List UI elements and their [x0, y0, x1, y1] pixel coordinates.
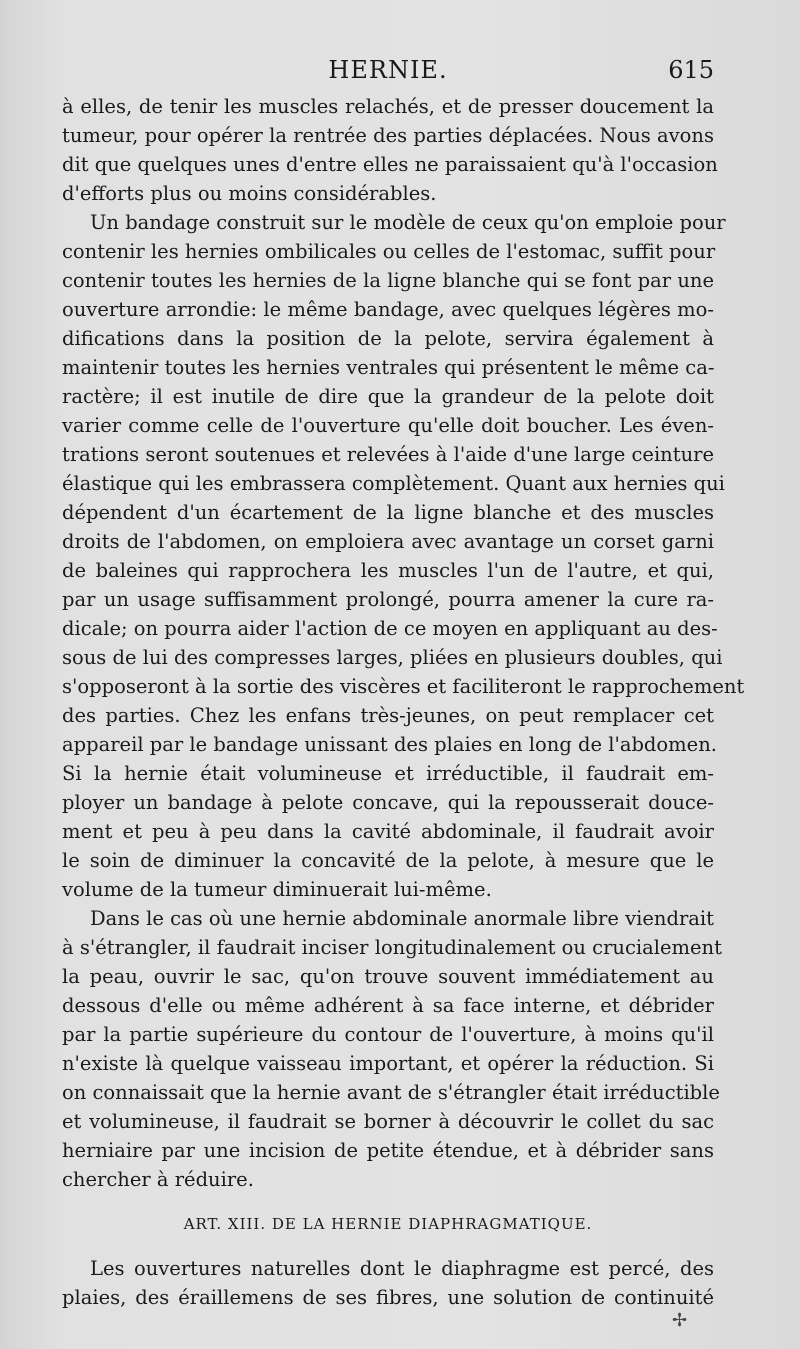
text-line: ployer un bandage à pelote concave, qui la repousserait douce- — [62, 791, 714, 814]
text-line: maintenir toutes les hernies ventrales qui présentent le même ca- — [62, 356, 715, 379]
running-title: HERNIE. — [328, 56, 448, 84]
text-line: dit que quelques unes d'entre elles ne paraissaient qu'à l'occasion — [62, 153, 718, 176]
text-line: par la partie supérieure du contour de l'ouverture, à moins qu'il — [62, 1023, 714, 1046]
text-line: contenir toutes les hernies de la ligne blanche qui se font par une — [62, 269, 714, 292]
paragraph-4 — [62, 1254, 714, 1312]
text-line: volume de la tumeur diminuerait lui-même. — [62, 878, 492, 901]
text-line: élastique qui les embrassera complètement. Quant aux hernies qui — [62, 472, 725, 495]
page-number: 615 — [668, 56, 714, 84]
text-line: Si la hernie était volumineuse et irréductible, il faudrait em- — [62, 762, 714, 785]
text-line: chercher à réduire. — [62, 1168, 254, 1191]
paragraph-1 — [62, 92, 718, 208]
section-heading: ART. XIII. DE LA HERNIE DIAPHRAGMATIQUE. — [183, 1215, 593, 1233]
text-line: à s'étrangler, il faudrait inciser longitudinalement ou crucialement — [62, 936, 722, 959]
text-line: appareil par le bandage unissant des plaies en long de l'abdomen. — [62, 733, 717, 756]
text-line: des parties. Chez les enfans très-jeunes, on peut remplacer cet — [62, 704, 714, 727]
text-line: et volumineuse, il faudrait se borner à découvrir le collet du sac — [62, 1110, 714, 1133]
text-line: la peau, ouvrir le sac, qu'on trouve souvent immédiatement au — [62, 965, 714, 988]
text-line: d'efforts plus ou moins considérables. — [62, 182, 437, 205]
printer-mark-icon: ✢ — [672, 1310, 688, 1331]
text-line: de baleines qui rapprochera les muscles l'un de l'autre, et qui, — [62, 559, 714, 582]
text-line: s'opposeront à la sortie des viscères et faciliteront le rapprochement — [62, 675, 745, 698]
text-line: ment et peu à peu dans la cavité abdominale, il faudrait avoir — [62, 820, 714, 843]
text-line: par un usage suffisamment prolongé, pourra amener la cure ra- — [62, 588, 714, 611]
text-line: droits de l'abdomen, on emploiera avec avantage un corset garni — [62, 530, 714, 553]
text-line: Un bandage construit sur le modèle de ceux qu'on emploie pour — [90, 211, 726, 234]
text-line: contenir les hernies ombilicales ou celles de l'estomac, suffit pour — [62, 240, 716, 263]
text-line: Dans le cas où une hernie abdominale anormale libre viendrait — [90, 907, 714, 930]
text-line: dépendent d'un écartement de la ligne blanche et des muscles — [62, 501, 714, 524]
text-line: ractère; il est inutile de dire que la grandeur de la pelote doit — [62, 385, 714, 408]
text-line: varier comme celle de l'ouverture qu'elle doit boucher. Les éven- — [62, 414, 714, 437]
text-line: tumeur, pour opérer la rentrée des parties déplacées. Nous avons — [62, 124, 714, 147]
text-line: difications dans la position de la pelote, servira également à — [62, 327, 714, 350]
text-line: herniaire par une incision de petite étendue, et à débrider sans — [62, 1139, 714, 1162]
running-head — [62, 56, 714, 90]
text-line: dessous d'elle ou même adhérent à sa face interne, et débrider — [62, 994, 714, 1017]
text-line: plaies, des éraillemens de ses fibres, une solution de continuité — [62, 1286, 714, 1309]
paragraph-2 — [62, 208, 745, 904]
paragraph-3 — [62, 904, 722, 1194]
text-line: sous de lui des compresses larges, pliées en plusieurs doubles, qui — [62, 646, 723, 669]
text-line: Les ouvertures naturelles dont le diaphragme est percé, des — [90, 1257, 714, 1280]
text-line: dicale; on pourra aider l'action de ce moyen en appliquant au des- — [62, 617, 718, 640]
text-line: ouverture arrondie: le même bandage, avec quelques légères mo- — [62, 298, 714, 321]
text-line: à elles, de tenir les muscles relachés, et de presser doucement la — [62, 95, 714, 118]
text-line: n'existe là quelque vaisseau important, et opérer la réduction. Si — [62, 1052, 714, 1075]
body-text — [62, 92, 745, 1312]
text-line: trations seront soutenues et relevées à l'aide d'une large ceinture — [62, 443, 714, 466]
text-line: le soin de diminuer la concavité de la pelote, à mesure que le — [62, 849, 714, 872]
text-line: on connaissait que la hernie avant de s'étrangler était irréductible — [62, 1081, 720, 1104]
